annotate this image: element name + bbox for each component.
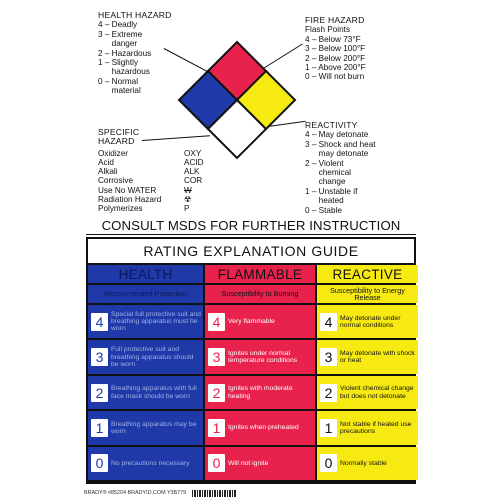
- reactive-column: [317, 265, 418, 480]
- fire-hazard-item-4: 4 – Below 73°F: [305, 34, 361, 44]
- table-row: [205, 411, 315, 444]
- table-row: [205, 340, 315, 373]
- reactivity-item-1: 1 – Unstable if heated: [305, 186, 358, 206]
- rating-level: 1: [320, 419, 337, 437]
- rating-level: 4: [208, 313, 225, 331]
- reactivity-item-2: 2 – Violent chemical change: [305, 158, 351, 187]
- flammable-rows: [205, 305, 315, 480]
- rating-level: 0: [208, 454, 225, 472]
- rating-level: 4: [91, 313, 108, 331]
- rating-level: 0: [91, 454, 108, 472]
- health-hazard-item-0: 0 – Normal material: [98, 76, 141, 96]
- rating-description: Will not ignite: [228, 459, 269, 467]
- nfpa-diamond-graphic: [177, 40, 297, 160]
- rating-description: Ignites when preheated: [228, 424, 299, 432]
- health-hazard-item-1: 1 – Slightly hazardous: [98, 58, 150, 77]
- specific-hazard-name: Acid: [98, 158, 114, 168]
- health-column-subheader: Recommended Protection: [88, 285, 203, 303]
- rating-description: Full protective suit and breathing apparatus should be worn: [111, 346, 194, 368]
- health-column-header: HEALTH: [88, 265, 203, 283]
- health-hazard-item-2: 2 – Hazardous: [98, 48, 152, 58]
- table-row: [317, 411, 418, 444]
- rating-level: 1: [208, 419, 225, 437]
- table-row: [205, 376, 315, 409]
- specific-hazard-row: [98, 176, 248, 185]
- table-row: [88, 411, 203, 444]
- nfpa-diamond: [177, 40, 297, 160]
- rating-level: 3: [91, 348, 108, 366]
- specific-hazard-code: ALK: [184, 167, 200, 177]
- specific-hazard-code: P: [184, 204, 190, 214]
- rating-description: Breathing apparatus may be worn: [111, 420, 197, 435]
- specific-hazard-name: Use No WATER: [98, 185, 157, 195]
- consult-divider: [86, 234, 416, 235]
- table-row: [317, 340, 418, 373]
- rating-description: May detonate with shock or heat: [340, 349, 415, 365]
- rating-level: 2: [91, 384, 108, 402]
- specific-hazard-name: Polymerizes: [98, 204, 143, 214]
- sign-footer: [84, 488, 418, 498]
- health-hazard-title: HEALTH HAZARD: [98, 10, 172, 20]
- rating-description: Breathing apparatus with full face mask should be worn: [111, 385, 197, 400]
- footer-text: BRADY® #85204 BRADYID.COM Y3B779: [84, 490, 187, 496]
- rating-description: Violent chemical change but does not detonate: [340, 385, 414, 400]
- table-row: [317, 447, 418, 480]
- radiation-icon: ☢: [184, 194, 192, 204]
- rating-description: Ignites under normal temperature conditions: [228, 349, 298, 365]
- reactivity-item-4: 4 – May detonate: [305, 130, 369, 140]
- table-row: [205, 305, 315, 338]
- rating-description: Ignites with moderate heating: [228, 385, 293, 400]
- guide-columns: [88, 265, 414, 480]
- specific-hazard-name: Alkali: [98, 167, 118, 177]
- rating-level: 1: [91, 419, 108, 437]
- table-row: [317, 376, 418, 409]
- reactive-rows: [317, 305, 418, 480]
- rating-description: Very flammable: [228, 318, 275, 326]
- barcode-icon: [192, 490, 236, 497]
- specific-hazard-row: [98, 167, 248, 176]
- fire-hazard-title: FIRE HAZARD: [305, 15, 365, 25]
- specific-hazard-code: COR: [184, 176, 203, 186]
- reactivity-item-3: 3 – Shock and heat may detonate: [305, 139, 376, 159]
- reactivity-legend: [305, 121, 415, 215]
- fire-hazard-item-1: 1 – Above 200°F: [305, 63, 366, 73]
- rating-description: No precautions necessary: [111, 459, 190, 467]
- flammable-column-subheader: Susceptibility to Burning: [205, 285, 315, 303]
- rating-description: May detonate under normal conditions: [340, 314, 401, 329]
- specific-hazard-row: [98, 186, 248, 195]
- table-row: [317, 305, 418, 338]
- specific-hazard-name: Radiation Hazard: [98, 194, 162, 204]
- specific-hazard-title-1: SPECIFIC: [98, 127, 140, 137]
- flammable-column: [205, 265, 315, 480]
- rating-explanation-guide: [86, 237, 416, 484]
- consult-msds-heading: CONSULT MSDS FOR FURTHER INSTRUCTION: [101, 218, 401, 233]
- rating-description: Normally stable: [340, 459, 387, 467]
- fire-hazard-subtitle: Flash Points: [305, 25, 351, 35]
- flammable-column-header: FLAMMABLE: [205, 265, 315, 283]
- health-column: [88, 265, 203, 480]
- fire-hazard-legend: [305, 16, 415, 82]
- rating-level: 2: [208, 384, 225, 402]
- specific-hazard-row: [98, 204, 248, 213]
- rating-description: Special full protective suit and breathing apparatus must be worn: [111, 310, 201, 333]
- reactive-column-subheader: Susceptibility to Energy Release: [317, 285, 418, 303]
- rating-level: 3: [320, 348, 337, 366]
- rating-level: 4: [320, 313, 337, 331]
- fire-hazard-item-2: 2 – Below 200°F: [305, 53, 366, 63]
- reactivity-item-0: 0 – Stable: [305, 205, 342, 215]
- health-hazard-item-4: 4 – Deadly: [98, 20, 138, 30]
- specific-hazard-title-2: HAZARD: [98, 136, 135, 147]
- fire-hazard-item-0: 0 – Will not burn: [305, 72, 365, 82]
- table-row: [88, 340, 203, 373]
- table-row: [88, 447, 203, 480]
- rating-level: 2: [320, 384, 337, 402]
- rating-description: Not stable if heated use precautions: [340, 420, 412, 435]
- specific-hazard-name: Oxidizer: [98, 148, 129, 158]
- rating-level: 3: [208, 348, 225, 366]
- reactive-column-header: REACTIVE: [317, 265, 418, 283]
- reactivity-title: REACTIVITY: [305, 120, 358, 130]
- table-row: [88, 305, 203, 338]
- table-row: [88, 376, 203, 409]
- health-rows: [88, 305, 203, 480]
- rating-level: 0: [320, 454, 337, 472]
- guide-title: RATING EXPLANATION GUIDE: [88, 239, 414, 263]
- specific-hazard-row: [98, 195, 248, 204]
- table-row: [205, 447, 315, 480]
- no-water-icon: W: [184, 185, 192, 195]
- specific-hazard-code: OXY: [184, 148, 202, 158]
- nfpa-sign: [84, 0, 418, 500]
- specific-hazard-name: Corrosive: [98, 176, 134, 186]
- fire-hazard-item-3: 3 – Below 100°F: [305, 44, 366, 54]
- specific-hazard-code: ACID: [184, 158, 204, 168]
- health-hazard-item-3: 3 – Extreme danger: [98, 29, 143, 49]
